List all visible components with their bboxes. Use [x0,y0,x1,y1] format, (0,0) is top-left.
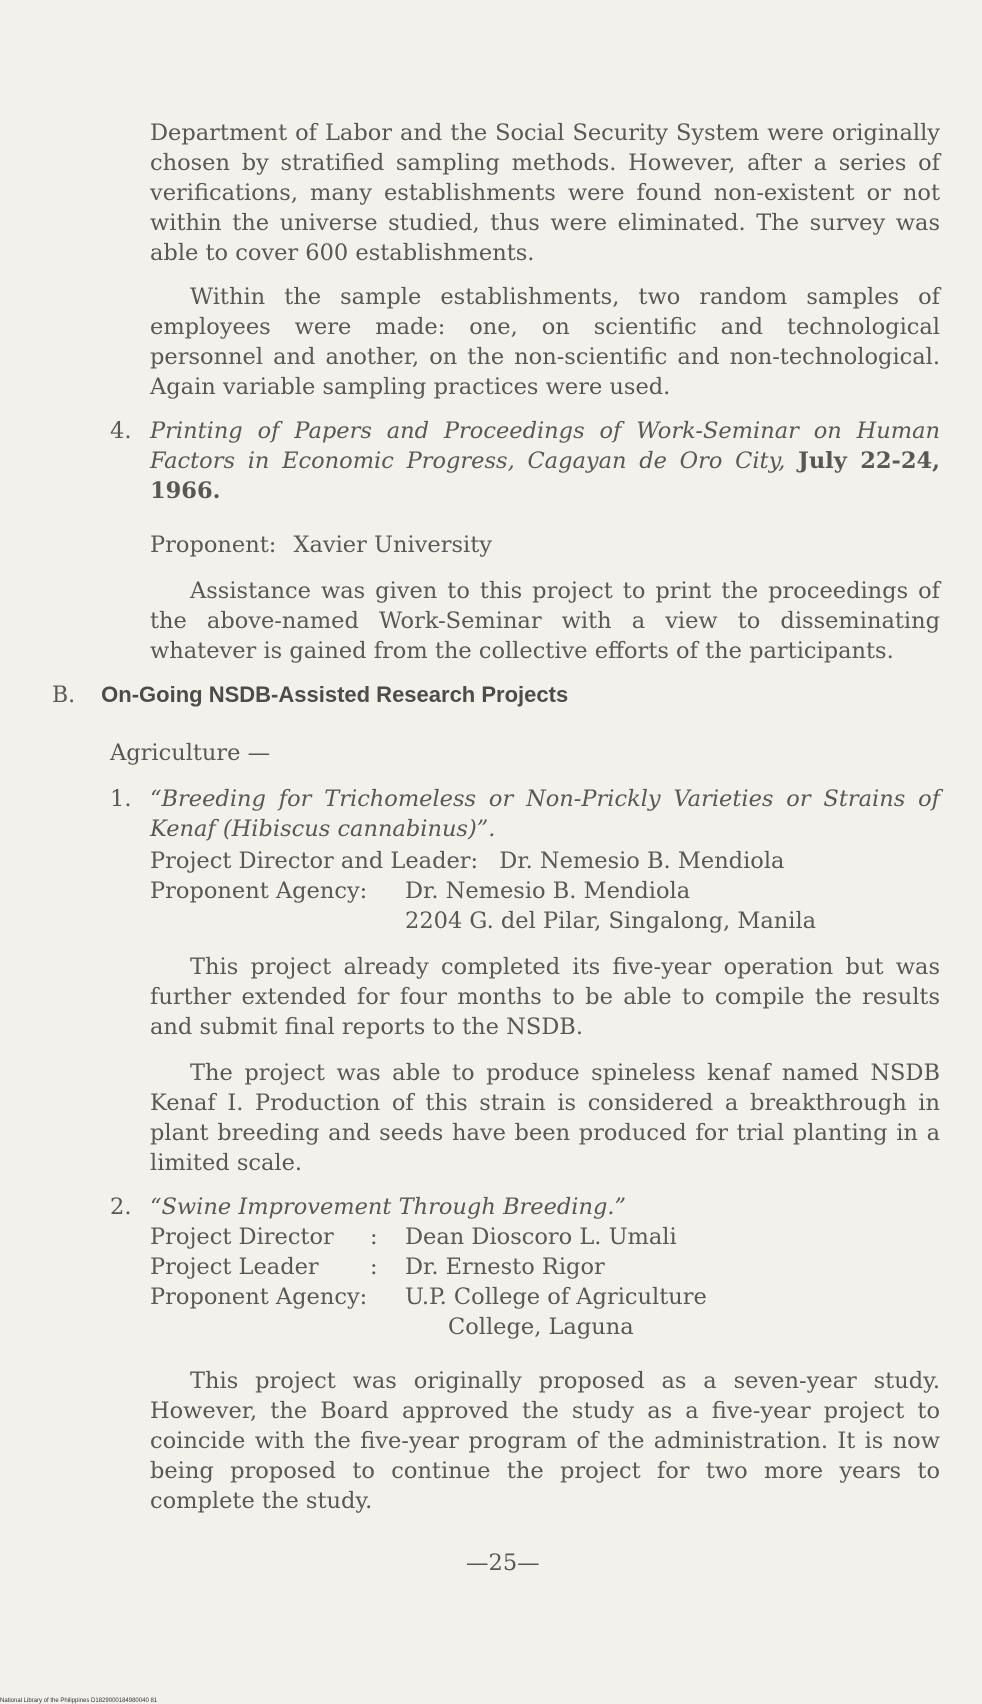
item-4-proponent [150,530,492,560]
item-4-title: Printing of Papers and Proceedings of Work-Seminar on Human Factors in Economic Progress, Cagayan de Oro City, [150,418,940,474]
item-4-proponent-label: Proponent: [150,532,277,558]
project-1-agency-value: Dr. Nemesio B. Mendiola [405,878,691,904]
item-4-description: Assistance was given to this project to print the proceedings of the above-named Work-Seminar with a view to disseminating whatever is gained from the collective efforts of the participants. [150,578,940,664]
footer-archive-label: National Library of the Philippines D1829000184980040 81 [0,1698,158,1704]
project-2-leader-value: Dr. Ernesto Rigor [405,1254,605,1280]
category-agriculture: Agriculture — [110,740,271,766]
page-number: —25— [466,1550,540,1576]
project-1-agency-label: Proponent Agency: [150,878,368,904]
project-1-title: “Breeding for Trichomeless or Non-Prickly Varieties or Strains of Kenaf (Hibiscus cannabinus)”. [150,786,940,842]
project-2-agency-label: Proponent Agency: [150,1284,368,1310]
item-4-proponent-value: Xavier University [293,532,492,558]
section-b-title: On-Going NSDB-Assisted Research Projects [101,682,569,707]
project-1-director [150,846,784,876]
item-4-number: 4. [110,418,132,444]
item-4-date: July 22-24, 1966. [150,448,940,504]
project-2-director-value: Dean Dioscoro L. Umali [405,1224,677,1250]
project-2-number: 2. [110,1194,132,1220]
section-b-letter: B. [52,683,76,708]
item-4 [110,416,940,506]
project-2-description: This project was originally proposed as a seven-year study. However, the Board approved the study as a five-year project to coincide with the five-year program of the administration. It is now being proposed to continue the project for two more years to complete the study. [150,1368,940,1514]
section-b-heading [52,680,568,711]
project-2-agency-address: College, Laguna [448,1314,634,1340]
project-2-title: “Swine Improvement Through Breeding.” [150,1194,627,1220]
project-2 [110,1192,940,1222]
project-1-director-value: Dr. Nemesio B. Mendiola [499,848,785,874]
project-1-number: 1. [110,786,132,812]
project-2-leader-label: Project Leader [150,1254,319,1280]
project-2-agency-value: U.P. College of Agriculture [405,1284,707,1310]
project-1-description-2: The project was able to produce spineless kenaf named NSDB Kenaf I. Production of this strain is considered a breakthrough in plant breeding and seeds have been produced for trial planting in a limited scale. [150,1060,940,1176]
project-2-director-colon: : [370,1224,378,1250]
project-1-description-1: This project already completed its five-year operation but was further extended for four months to be able to compile the results and submit final reports to the NSDB. [150,954,940,1040]
project-1 [110,784,940,844]
project-1-agency-address: 2204 G. del Pilar, Singalong, Manila [405,908,817,934]
project-1-director-label: Project Director and Leader: [150,848,479,874]
project-2-leader-colon: : [370,1254,378,1280]
paragraph-sampling-methods: Department of Labor and the Social Security System were originally chosen by stratified sampling methods. However, after a series of verifications, many establishments were found non-existent or not within the universe studied, thus were eliminated. The survey was able to cover 600 establishments. [150,120,940,266]
paragraph-random-samples: Within the sample establishments, two random samples of employees were made: one, on scientific and technological personnel and another, on the non-scientific and non-technological. Again variable sampling practices were used. [150,284,940,400]
project-2-director-label: Project Director [150,1224,334,1250]
